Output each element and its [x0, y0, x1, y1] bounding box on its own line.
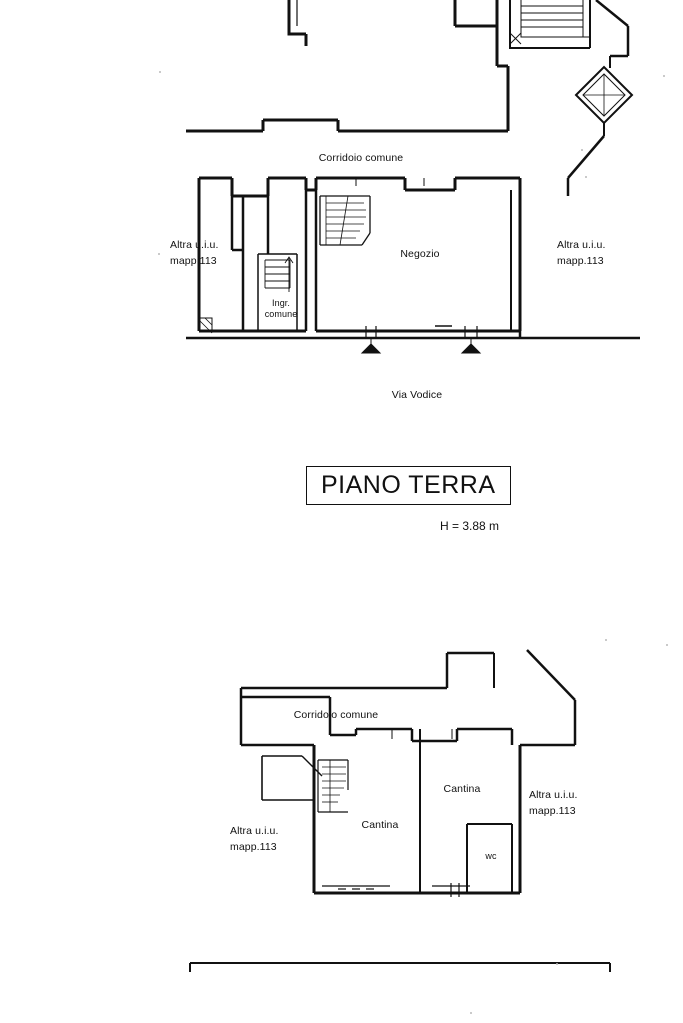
room-label-wc: wc: [485, 851, 497, 861]
scan-speck: [158, 253, 160, 255]
upper-right-neighbor-label-line1: Altra u.i.u.: [557, 239, 606, 251]
lower-right-neighbor-label-line2: mapp.113: [529, 805, 576, 817]
scan-speck: [666, 644, 668, 646]
floor-height-note: H = 3.88 m: [440, 519, 500, 533]
room-label-cantina-b: Cantina: [443, 783, 481, 795]
floor-title-piano-terra: PIANO TERRA: [306, 466, 511, 505]
scan-speck: [556, 963, 558, 965]
scan-speck: [470, 1012, 472, 1014]
upper-corridor-label: Corridoio comune: [318, 152, 404, 164]
lower-left-neighbor-label-line1: Altra u.i.u.: [230, 825, 279, 837]
street-label-via-vodice: Via Vodice: [391, 389, 443, 401]
scan-speck: [585, 176, 587, 178]
room-label-negozio: Negozio: [400, 248, 440, 260]
scan-speck: [581, 149, 583, 151]
room-label-cantina-a: Cantina: [361, 819, 399, 831]
lower-right-neighbor-label-line1: Altra u.i.u.: [529, 789, 578, 801]
upper-left-neighbor-label-line2: mapp.113: [170, 255, 217, 267]
entrance-label-line2: comune: [264, 309, 298, 319]
upper-left-neighbor-label-line1: Altra u.i.u.: [170, 239, 219, 251]
lower-left-neighbor-label-line2: mapp.113: [230, 841, 277, 853]
upper-right-neighbor-label-line2: mapp.113: [557, 255, 604, 267]
entrance-label-line1: Ingr.: [271, 298, 290, 308]
lower-corridor-label: Corridoio comune: [293, 709, 379, 721]
upper-plan-walls: [186, 0, 640, 353]
scan-speck: [159, 71, 161, 73]
scan-speck: [605, 639, 607, 641]
scan-speck: [663, 75, 665, 77]
